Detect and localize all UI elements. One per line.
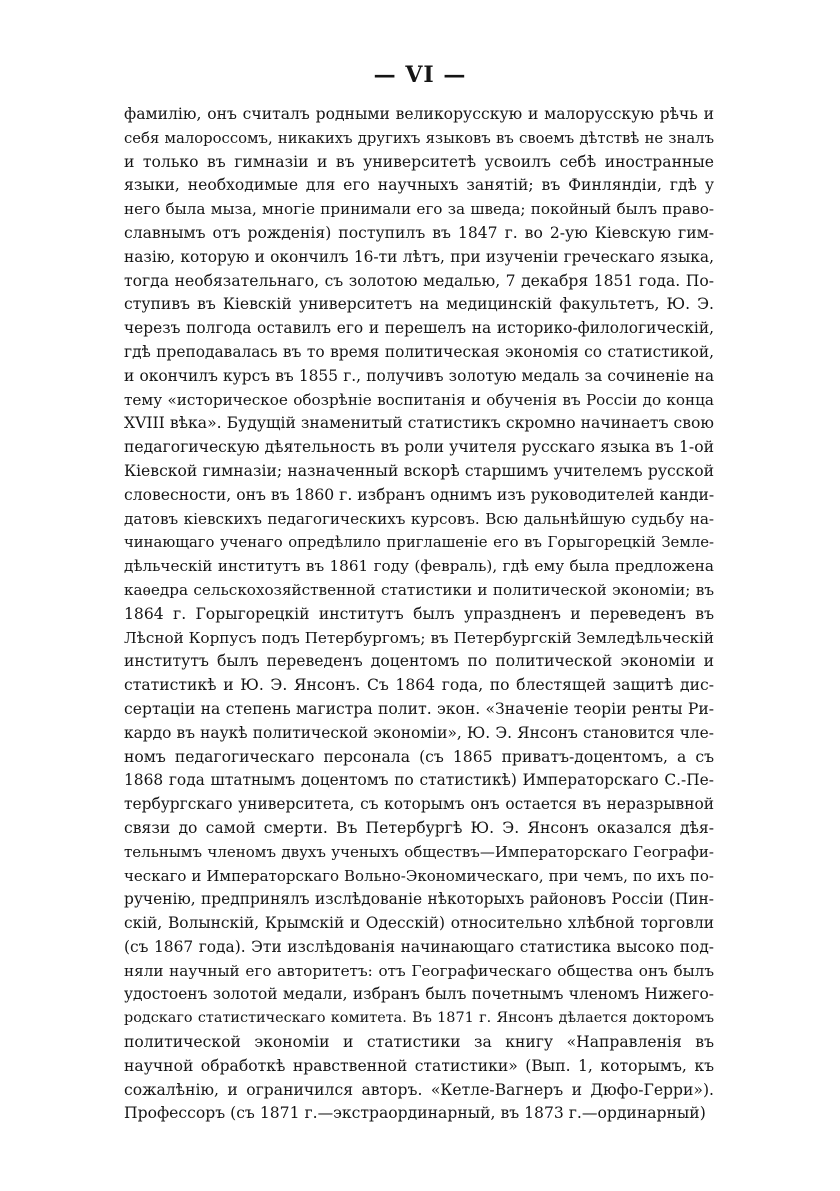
text-line: словесности, онъ въ 1860 г. избранъ однимъ изъ руководителей канди- [124, 485, 715, 504]
text-line: педагогическую дѣятельность въ роли учителя русскаго языка въ 1-ой [124, 438, 714, 457]
text-line: каѳедра сельскохозяйственной статистики и политической экономіи; въ [124, 580, 714, 599]
text-line: скій, Волынскій, Крымскій и Одесскій) относительно хлѣбной торговли [124, 914, 714, 933]
text-line: (съ 1867 года). Эти изслѣдованія начинающаго статистика высоко под- [124, 937, 714, 956]
text-line: 1864 г. Горыгорецкій институтъ былъ упраздненъ и переведенъ въ [124, 604, 714, 623]
text-line: тербургскаго университета, съ которымъ онъ остается въ неразрывной [124, 795, 714, 814]
text-line: дѣльческій институтъ въ 1861 году (февраль), гдѣ ему была предложена [124, 557, 714, 576]
text-line: тогда необязательнаго, съ золотою медалью, 7 декабря 1851 года. По- [124, 271, 714, 290]
text-line: него была мыза, многіе принимали его за шведа; покойный былъ право- [124, 200, 714, 219]
page-number: — VI — [373, 62, 467, 88]
text-line: языки, необходимые для его научныхъ занятій; въ Финляндіи, гдѣ у [124, 176, 714, 195]
text-line: кардо въ наукѣ политической экономіи», Ю. Э. Янсонъ становится чле- [124, 723, 714, 742]
text-line: и окончилъ курсъ въ 1855 г., получивъ золотую медаль за сочиненіе на [124, 366, 714, 385]
text-line: няли научный его авторитетъ: отъ Географическаго общества онъ былъ [124, 961, 714, 980]
body-text [124, 103, 714, 1126]
text-line: институтъ былъ переведенъ доцентомъ по политической экономіи и [124, 652, 714, 671]
text-line: сожалѣнію, и ограничился авторъ. «Кетле-Вагнеръ и Дюфо-Герри»). [124, 1080, 714, 1099]
text-line: фамилію, онъ считалъ родными великорусскую и малорусскую рѣчь и [124, 105, 714, 123]
text-line: рученію, предпринялъ изслѣдованіе нѣкоторыхъ районовъ Россіи (Пин- [124, 890, 714, 909]
text-line: Лѣсной Корпусъ подъ Петербургомъ; въ Петербургскій Земледѣльческій [124, 628, 714, 647]
text-line: и только въ гимназіи и въ университетѣ усвоилъ себѣ иностранные [124, 152, 714, 171]
text-line: политической экономіи и статистики за книгу «Направленія въ [124, 1033, 714, 1052]
text-line: славнымъ отъ рожденія) поступилъ въ 1847 г. во 2-ую Кіевскую гим- [124, 223, 714, 242]
text-line: сертаціи на степень магистра полит. экон. «Значеніе теоріи ренты Ри- [124, 699, 714, 718]
text-line: научной обработкѣ нравственной статистики» (Вып. 1, которымъ, къ [124, 1056, 714, 1075]
text-line: Кіевской гимназіи; назначенный вскорѣ старшимъ учителемъ русской [124, 461, 714, 480]
text-line: ческаго и Императорскаго Вольно-Экономическаго, при чемъ, по ихъ по- [124, 866, 714, 885]
text-line: тельнымъ членомъ двухъ ученыхъ обществъ—Императорскаго Географи- [124, 842, 714, 861]
text-line: родскаго статистическаго комитета. Въ 1871 г. Янсонъ дѣлается докторомъ [124, 1010, 714, 1027]
text-line: чинающаго ученаго опредѣлило приглашеніе его въ Горыгорецкій Земле- [124, 534, 714, 552]
text-line: Профессоръ (съ 1871 г.—экстраординарный, въ 1873 г.—ординарный) [124, 1104, 706, 1123]
text-line: ступивъ въ Кіевскій университетъ на медицинскій факультетъ, Ю. Э. [124, 295, 714, 314]
text-line: номъ педагогическаго персонала (съ 1865 приватъ-доцентомъ, а съ [124, 747, 714, 766]
text-line: тему «историческое обозрѣніе воспитанія и обученія въ Россіи до конца [124, 390, 714, 409]
text-line: гдѣ преподавалась въ то время политическая экономія со статистикой, [124, 342, 714, 361]
text-line: назію, которую и окончилъ 16-ти лѣтъ, при изученіи греческаго языка, [124, 247, 714, 266]
text-line: связи до самой смерти. Въ Петербургѣ Ю. Э. Янсонъ оказался дѣя- [124, 818, 714, 837]
text-line: XVIII вѣка». Будущій знаменитый статистикъ скромно начинаетъ свою [124, 414, 714, 433]
text-line: удостоенъ золотой медали, избранъ былъ почетнымъ членомъ Нижего- [124, 985, 714, 1004]
text-line: черезъ полгода оставилъ его и перешелъ на историко-филологическій, [124, 319, 714, 338]
text-line: себя малороссомъ, никакихъ другихъ языковъ въ своемъ дѣтствѣ не зналъ [124, 129, 714, 147]
text-line: статистикѣ и Ю. Э. Янсонъ. Съ 1864 года, по блестящей защитѣ дис- [124, 676, 714, 695]
text-line: датовъ кіевскихъ педагогическихъ курсовъ. Всю дальнѣйшую судьбу на- [124, 509, 714, 528]
text-line: 1868 года штатнымъ доцентомъ по статистикѣ) Императорскаго С.-Пе- [124, 771, 714, 790]
